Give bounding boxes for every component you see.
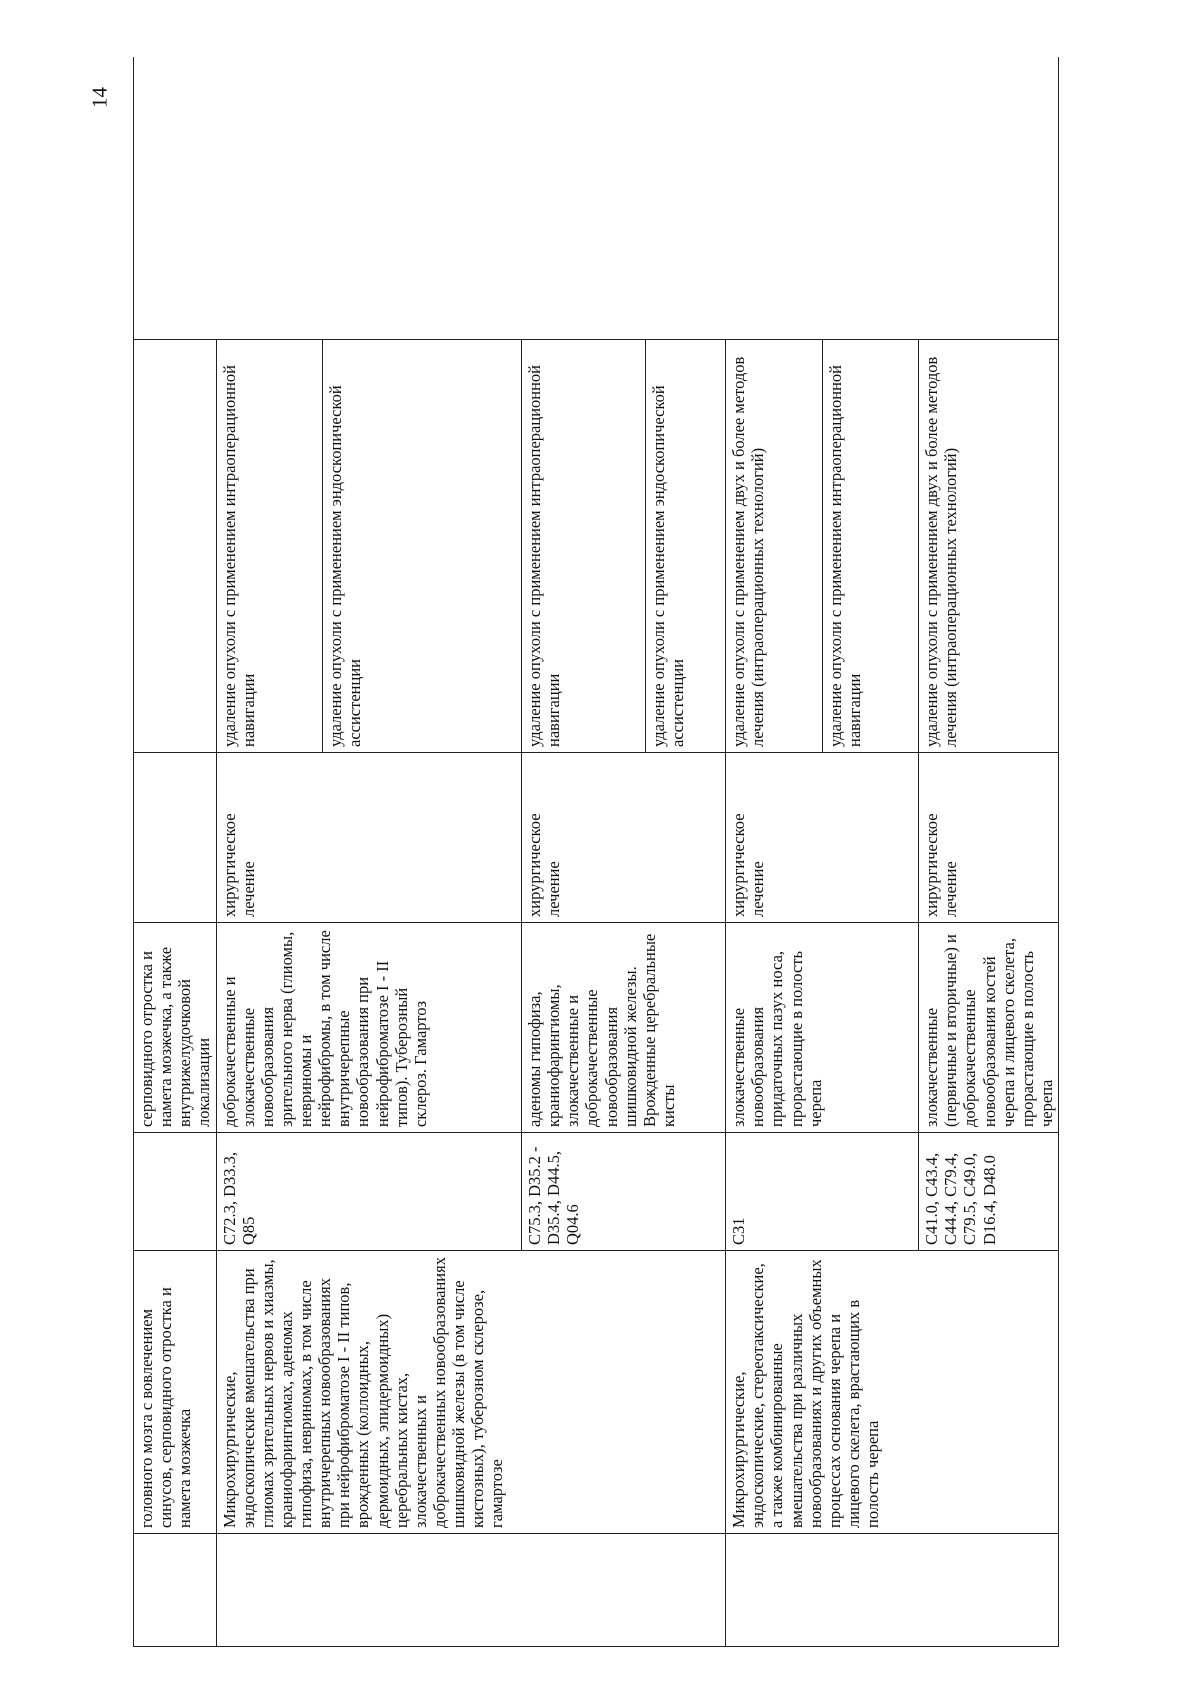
cell-diagnosis: доброкачественные и злокачественные новообразования зрительного нерва (глиомы, невриномы и нейрофибромы, в том числе внутричерепные новообразования при нейрофиброматозе I - II типов). Туберозный склероз. Гамартоз (216, 923, 522, 1133)
rotated-table-area (133, 57, 1059, 1647)
medical-care-table (133, 57, 1059, 1647)
cell-treatment: хирургическое лечение (919, 753, 1059, 923)
cell-treatment: хирургическое лечение (216, 753, 522, 923)
cell-method-detail: удаление опухоли с применением двух и более методов лечения (интраоперационных технологий) (919, 340, 1059, 753)
cell-diagnosis: злокачественные новообразования придаточных пазух носа, прорастающие в полость черепа (726, 923, 919, 1133)
cell-treatment: хирургическое лечение (522, 753, 726, 923)
table-row-continuation (134, 57, 217, 1647)
cell-method: Микрохирургические, эндоскопические, стереотаксические, а также комбинированные вмешательства при различных новообразованиях и других объемных процессах основания черепа и лицевого скелета, врастающих в полость черепа (726, 1251, 1059, 1534)
cell-method-detail: удаление опухоли с применением интраоперационной навигации (216, 340, 322, 753)
cell-number (134, 1534, 217, 1647)
cell-codes: C31 (726, 1133, 919, 1251)
cell-method-detail: удаление опухоли с применением интраоперационной навигации (522, 340, 646, 753)
cell-number (726, 1534, 1059, 1647)
cell-codes-empty (134, 1133, 217, 1251)
cell-right-margin (134, 57, 1059, 340)
page-number: 14 (87, 87, 112, 108)
cell-method-continuation: головного мозга с вовлечением синусов, серповидного отростка и намета мозжечка (134, 1251, 217, 1534)
cell-codes: C41.0, C43.4, C44.4, C79.4, C79.5, C49.0, D16.4, D48.0 (919, 1133, 1059, 1251)
cell-method-detail: удаление опухоли с применением двух и более методов лечения (интраоперационных технологий) (726, 340, 823, 753)
table-rotation-wrapper (133, 57, 1059, 1647)
cell-treatment: хирургическое лечение (726, 753, 919, 923)
cell-treatment-empty (134, 753, 217, 923)
cell-diagnosis: злокачественные (первичные и вторичные) и доброкачественные новообразования костей черепа и лицевого скелета, прорастающие в полость черепа (919, 923, 1059, 1133)
cell-number (216, 1534, 726, 1647)
cell-diagnosis: аденомы гипофиза, краниофарингиомы, злокачественные и доброкачественные новообразования шишковидной железы. Врожденные церебральные кисты (522, 923, 726, 1133)
cell-codes: C75.3, D35.2 - D35.4, D44.5, Q04.6 (522, 1133, 726, 1251)
cell-method: Микрохирургические, эндоскопические вмешательства при глиомах зрительных нервов и хиазмы, краниофарингиомах, аденомах гипофиза, невриномах, в том числе внутричерепных новообразованиях при нейрофиброматозе I - II типов, врожденных (коллоидных, дермоидных, эпидермоидных) церебральных кистах, злокачественных и доброкачественных новообразованиях шишковидной железы (в том числе кистозных), туберозном склерозе, гамартозе (216, 1251, 726, 1534)
cell-method-detail: удаление опухоли с применением интраоперационной навигации (823, 340, 919, 753)
cell-diagnosis-continuation: серповидного отростка и намета мозжечка, а также внутрижелудочковой локализации (134, 923, 217, 1133)
cell-codes: C72.3, D33.3, Q85 (216, 1133, 522, 1251)
cell-method-detail: удаление опухоли с применением эндоскопической ассистенции (322, 340, 522, 753)
cell-method-detail: удаление опухоли с применением эндоскопической ассистенции (646, 340, 726, 753)
cell-methods-empty (134, 340, 217, 753)
